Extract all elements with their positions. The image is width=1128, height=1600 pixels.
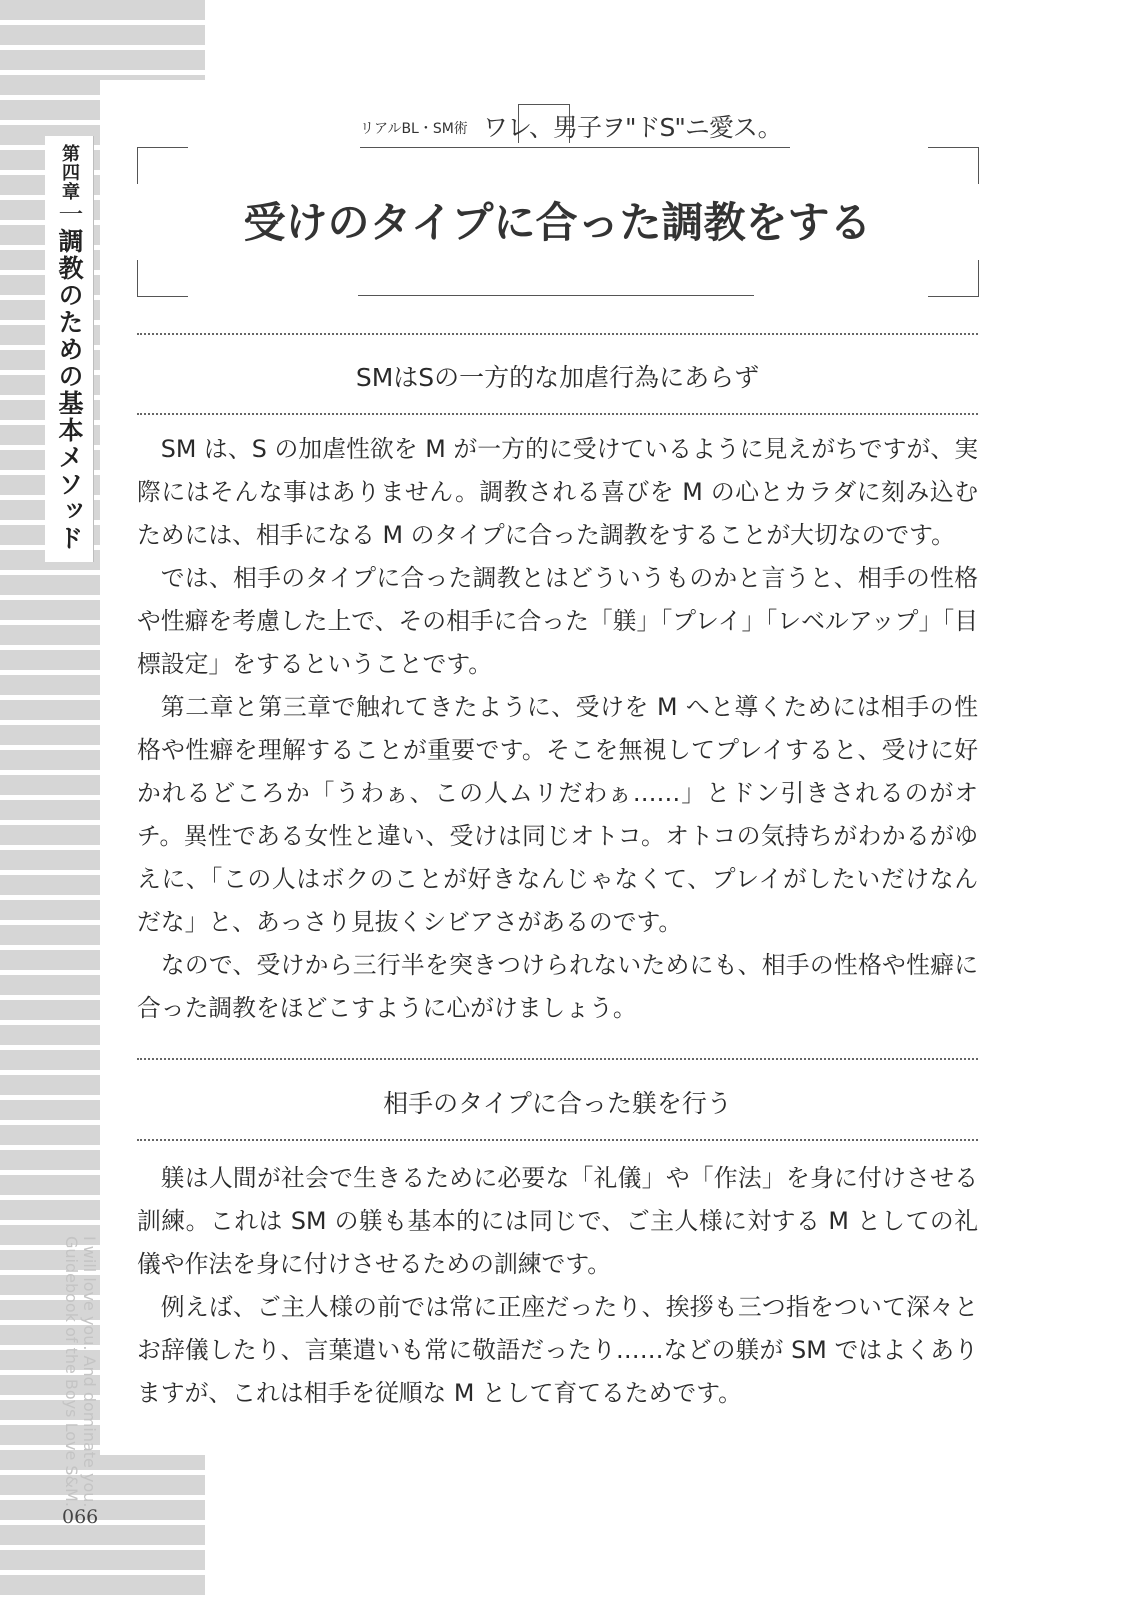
section-divider-bottom: [137, 413, 978, 415]
frame-corner-bottom-left: [137, 260, 188, 297]
page-number: 066: [62, 1506, 99, 1528]
series-subtitle: リアルBL・SM術: [360, 121, 468, 137]
frame-corner-bottom-right: [928, 260, 979, 297]
paragraph: SM は、S の加虐性欲を M が一方的に受けているように見えがちですが、実際にはそんな事はありません。調教される喜びを M の心とカラダに刻み込むためには、相手になる M のタイプに合った調教をすることが大切なのです。: [137, 435, 978, 549]
paragraph: 第二章と第三章で触れてきたように、受けを M へと導くためには相手の性格や性癖を理解することが重要です。そこを無視してプレイすると、受けに好かれるどころか「うわぁ、この人ムリだわぁ……」とドン引きされるのがオチ。異性である女性と違い、受けは同じオトコ。オトコの気持ちがわかるがゆえに、「この人はボクのことが好きなんじゃなくて、プレイがしたいだけなんだな」と、あっさり見抜くシビアさがあるのです。: [137, 693, 978, 936]
frame-top-line: [360, 147, 790, 148]
series-header: [360, 104, 780, 144]
frame-corner-top-left: [137, 147, 188, 184]
chapter-title: 調教のための基本メソッド: [55, 228, 84, 552]
chapter-separator: 一: [55, 201, 84, 228]
page-title: 受けのタイプに合った調教をする: [243, 198, 872, 247]
section-heading: SMはSの一方的な加虐行為にあらず: [355, 363, 760, 392]
frame-corner-top-right: [928, 147, 979, 184]
paragraph: では、相手のタイプに合った調教とはどういうものかと言うと、相手の性格や性癖を考慮した上で、その相手に合った「躾」「プレイ」「レベルアップ」「目標設定」をするということです。: [137, 564, 978, 678]
paragraph: なので、受けから三行半を突きつけられないためにも、相手の性格や性癖に合った調教をほどこすように心がけましょう。: [137, 951, 978, 1022]
frame-bottom-line: [358, 295, 754, 296]
chapter-text: [51, 144, 87, 552]
series-title: ワレ、男子ヲ"ドS"ニ愛ス。: [483, 113, 782, 142]
section-heading: 相手のタイプに合った躾を行う: [383, 1089, 732, 1118]
section-divider-top: [137, 333, 978, 335]
paragraph: 例えば、ご主人様の前では常に正座だったり、挨拶も三つ指をついて深々とお辞儀したり、言葉遣いも常に敬語だったり……などの躾が SM ではよくありますが、これは相手を従順な M として育てるためです。: [137, 1293, 978, 1407]
chapter-number: 第四章: [59, 144, 80, 201]
english-tagline: I will love you. And dominate you. Guidebook of the Boys Love S&M.: [62, 1236, 99, 1508]
paragraph: 躾は人間が社会で生きるために必要な「礼儀」や「作法」を身に付けさせる訓練。これは SM の躾も基本的には同じで、ご主人様に対する M としての礼儀や作法を身に付けさせるための訓練です。: [137, 1164, 978, 1278]
section-divider-bottom: [137, 1139, 978, 1141]
chapter-label: [45, 136, 94, 562]
section-divider-top: [137, 1058, 978, 1060]
